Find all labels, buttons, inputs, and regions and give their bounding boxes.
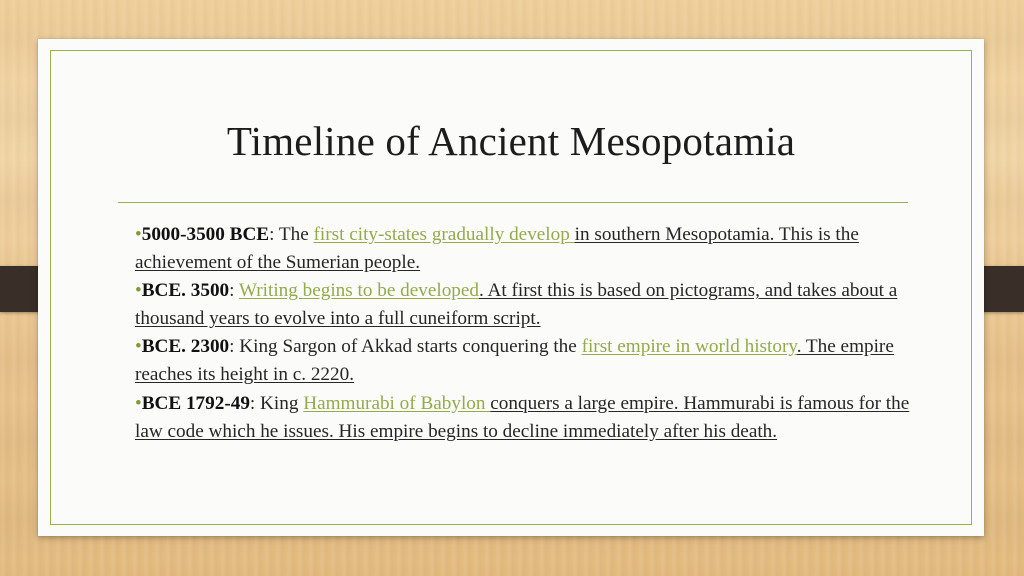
item-body-text: . At first this is based on pictograms, and takes about a thousand years to evolve into a full cuneiform script.	[135, 280, 898, 330]
item-intro-text: :	[229, 280, 239, 302]
timeline-list	[135, 221, 915, 446]
item-body-text: . The empire reaches its height in c. 2220.	[135, 336, 894, 386]
bullet-icon: •	[135, 280, 142, 302]
item-body-text: conquers a large empire. Hammurabi is famous for the law code which he issues. His empire begins to decline immediately after his death.	[135, 392, 910, 442]
item-heading: BCE. 2300	[141, 336, 230, 358]
item-heading: BCE 1792-49	[141, 392, 250, 414]
link-first-city-states[interactable]: first city-states gradually develop	[313, 224, 575, 245]
item-heading: 5000-3500 BCE	[141, 224, 270, 245]
slide-paper	[38, 39, 984, 536]
slide-title: Timeline of Ancient Mesopotamia	[226, 118, 796, 164]
timeline-item-bce-3500	[135, 277, 915, 333]
link-writing-begins[interactable]: Writing begins to be developed	[238, 280, 479, 302]
bullet-icon: •	[135, 224, 142, 245]
timeline-item-bce-2300	[135, 333, 915, 389]
item-heading: BCE. 3500	[141, 280, 230, 302]
title-divider	[118, 202, 908, 203]
item-body-text: in southern Mesopotamia. This is the achievement of the Sumerian people.	[135, 224, 859, 274]
item-intro-text: : King	[249, 392, 304, 414]
bullet-icon: •	[135, 336, 142, 358]
timeline-item-5000-3500-bce	[135, 221, 915, 277]
link-first-empire[interactable]: first empire in world history	[581, 336, 797, 358]
link-hammurabi-of-babylon[interactable]: Hammurabi of Babylon	[303, 392, 491, 414]
item-intro-text: : King Sargon of Akkad starts conquering the	[229, 336, 582, 358]
timeline-item-bce-1792-49	[135, 390, 915, 446]
item-intro-text: : The	[269, 224, 314, 245]
bullet-icon: •	[135, 392, 142, 414]
